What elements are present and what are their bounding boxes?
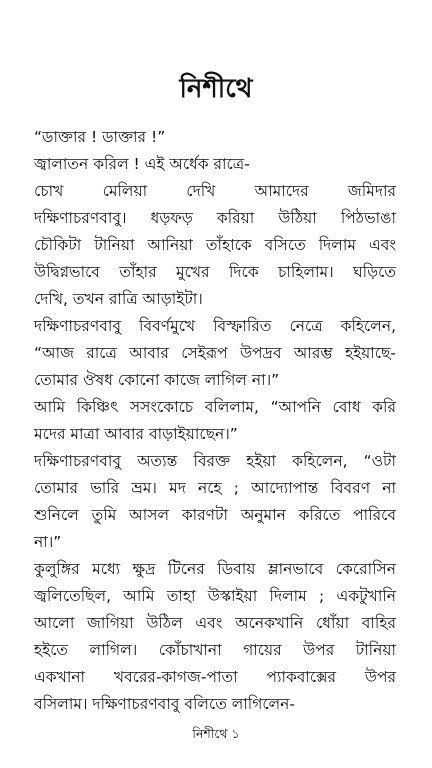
body-text bbox=[34, 124, 396, 718]
text-line: মদের মাত্রা আবার বাড়াইয়াছেন।” bbox=[34, 425, 238, 443]
text-line: তোমার ঔষধ কোনো কাজে লাগিল না।” bbox=[34, 371, 280, 389]
text-line: না।” bbox=[34, 533, 62, 551]
text-line: উদ্বিগ্নভাবে তাঁহার মুখের দিকে চাহিলাম। ঘড়িতে bbox=[34, 263, 396, 281]
text-line: জ্বালাতন করিল ! এই অর্ধেক রাত্রে- bbox=[34, 155, 250, 173]
text-line: জ্বলিতেছিল, আমি তাহা উস্কাইয়া দিলাম ; একটুখানি bbox=[34, 587, 396, 605]
text-line: “আজ রাত্রে আবার সেইরূপ উপদ্রব আরম্ভ হইয়াছে- bbox=[34, 344, 396, 362]
text-line: বসিলাম। দক্ষিণাচরণবাবু বলিতে লাগিলেন- bbox=[34, 695, 296, 713]
text-line: কুলুঙ্গির মধ্যে ক্ষুদ্র টিনের ডিবায় ম্লানভাবে কেরোসিন bbox=[34, 560, 396, 578]
page-footer: নিশীথে ১ bbox=[192, 726, 240, 741]
paragraph bbox=[34, 313, 396, 394]
text-line: “ডাক্তার ! ডাক্তার !” bbox=[34, 128, 166, 146]
text-line: চৌকিটা টানিয়া আনিয়া তাঁহাকে বসিতে দিলাম এবং bbox=[34, 236, 396, 254]
paragraph bbox=[34, 556, 396, 718]
text-line: হইতে লাগিল। কোঁচাখানা গায়ের উপর টানিয়া bbox=[34, 641, 396, 659]
paragraph bbox=[34, 178, 396, 313]
text-line: শুনিলে তুমি আসল কারণটা অনুমান করিতে পারিবে bbox=[34, 506, 396, 524]
text-line: একখানা খবরের-কাগজ-পাতা প্যাকবাক্সের উপর bbox=[34, 668, 396, 686]
text-line: চোখ মেলিয়া দেখি আমাদের জমিদার bbox=[34, 182, 396, 200]
text-line: দেখি, তখন রাত্রি আড়াইটা। bbox=[34, 290, 203, 308]
text-line: দক্ষিণাচরণবাবু অত্যন্ত বিরক্ত হইয়া কহিলেন, “ওটা bbox=[34, 452, 396, 470]
text-line: আলো জাগিয়া উঠিল এবং অনেকখানি ধোঁয়া বাহির bbox=[34, 614, 396, 632]
chapter-title: নিশীথে bbox=[179, 74, 253, 104]
paragraph bbox=[34, 394, 396, 448]
text-line: দক্ষিণাচরণবাবু বিবর্ণমুখে বিস্ফারিত নেত্রে কহিলেন, bbox=[34, 317, 396, 335]
paragraph bbox=[34, 448, 396, 556]
paragraph bbox=[34, 124, 396, 151]
text-line: আমি কিঞ্চিৎ সসংকোচে বলিলাম, “আপনি বোধ করি bbox=[34, 398, 396, 416]
text-line: দক্ষিণাচরণবাবু। ধড়ফড় করিয়া উঠিয়া পিঠভাঙা bbox=[34, 209, 396, 227]
text-line: তোমার ভারি ভ্রম। মদ নহে ; আদ্যোপান্ত বিবরণ না bbox=[34, 479, 396, 497]
paragraph bbox=[34, 151, 396, 178]
